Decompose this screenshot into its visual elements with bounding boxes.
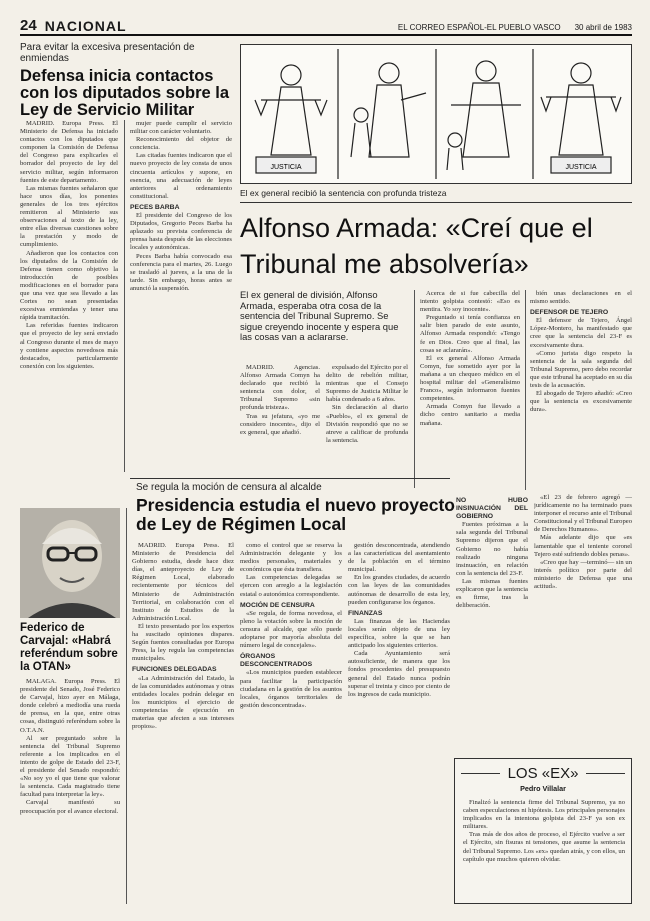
article2-column-4: bién unas declaraciones en el mismo sentido. DEFENSOR DE TEJERO El defensor de Tejero, Ángel López-Montero, ha manifestado que cree que la sentencia del 23-F es excesivamente dura. «Como jurista digo respeto la sentencia de la sala segunda del Tribunal Supremo, pero debo recordar que este tribunal ha aceptado en su día tesis de la acusación. El abogado de Tejero añadió: «Creo que la sentencia es excesivamente dura».: [530, 290, 632, 414]
article3-subhead-4: FINANZAS: [348, 609, 383, 617]
article2-column-3: Acerca de si fue cabecilla del intento golpista contestó: «Eso es mentira. Yo soy inocente». Preguntado si tenía confianza en salir bien parado de este asunto, Alfonso Armada respondió: «Tengo fe en Dios. Creo que al final, las cosas se aclararán». El ex general Alfonso Armada Comyn, fue sometido ayer por la mañana a un chequeo médico en el hospital militar del «Generalísimo Franco», según informaron fuentes competentes. Armada Comyn fue llevado a dicho centro sanitario a media mañana.: [420, 290, 520, 427]
cartoon-sign-1: JUSTICIA: [270, 164, 302, 171]
article2-headline: Alfonso Armada: «Creí que el Tribunal me absolvería»: [240, 213, 593, 279]
portrait-photo: [20, 508, 120, 618]
opinion-column-paragraph: Finalizó la sentencia firme del Tribunal Supremo, ya no caben especulaciones ni hipótesis. Los principales personajes implicados en la intentona golpista del 23-F ya son ex militares.: [463, 799, 625, 831]
article1-headline: Defensa inicia contactos con los diputados sobre la Ley de Servicio Militar: [20, 67, 230, 119]
article2-deck-text: El ex general de división, Alfonso Armada, esperaba otra cosa de la sentencia del Tribunal Supremo. Se sigue creyendo inocente y espera que las cosas van a aclararse.: [240, 290, 399, 343]
article3-kicker: Se regula la moción de censura al alcalde: [136, 482, 322, 493]
sidebar-lede: MALAGA. Europa Press. El presidente del Senado, José Federico de Carvajal, hizo ayer en Málaga, donde celebró a mediodía una rueda de prensa, en la que, entre otras cosas, distinguió referéndum sobre la O.T.A.N.: [20, 678, 120, 734]
article2-lede: MADRID. Agencias. Alfonso Armada Comyn ha declarado que recibió la sentencia con dolor, el Tribunal Supremo «sin profunda tristeza».: [240, 364, 320, 412]
article2-column-2: expulsado del Ejército por el delito de rebelión militar, mientras que el Consejo Supremo de Justicia Militar le había condenado a 6 años. Sin declaración al diario «Pueblo», el ex general de División respondió que no se atreve a calificar de profunda la sentencia.: [326, 364, 408, 444]
issue-date: 30 abril de 1983: [574, 23, 632, 32]
article1-lede: MADRID. Europa Press. El Ministerio de Defensa ha iniciado contactos con los diputados que componen la Comisión de Defensa del Congreso para explicarles el borrador del proyecto de ley del servicio militar, según informaron fuentes de este departamento.: [20, 120, 118, 184]
article3-headline: Presidencia estudia el nuevo proyecto de Ley de Régimen Local: [136, 495, 455, 534]
article1-column-1: MADRID. Europa Press. El Ministerio de Defensa ha iniciado contactos con los diputados que componen la Comisión de Defensa del Congreso para explicarles el borrador del proyecto de ley del servicio militar, según informaron fuentes de este departamento. Las mismas fuentes señalaron que hace unos días, los ponentes generales de los tres ejércitos remitieron al Ministerio sus observaciones al texto de la ley, entre ellas diversas cuestiones sobre la prestación y modo de cumplimiento. Añadieron que los contactos con los diputados de la Comisión de Defensa tienen como objetivo la introducción de posibles modificaciones en el borrador para que una vez que sea llevado a las Cortes no sean presentadas excesivas enmiendas y tener una rápida tramitación. Las referidas fuentes indicaron que el proyecto de ley será enviado al Congreso durante el mes de mayo y contiene aspectos novedosos más destacados, particularmente conexión con los siguientes.: [20, 120, 118, 370]
cartoon-drawing: [241, 45, 631, 183]
newspaper-page: [20, 18, 632, 908]
article1-kicker: Para evitar la excesiva presentación de enmiendas: [20, 42, 195, 64]
article3-subhead-3: ÓRGANOS DESCONCENTRADOS: [240, 653, 313, 669]
cartoon-caption: El ex general recibió la sentencia con profunda tristeza: [240, 188, 447, 198]
opinion-column-text: Finalizó la sentencia firme del Tribunal Supremo, ya no caben especulaciones ni hipótesis. Los principales personajes implicados en la intentona golpista del 23-F ya son ex militares. Tras más de dos años de proceso, el Ejército vuelve a ser el Ejército, sin fisuras ni tensiones, que asume la sentencia del Tribunal Supremo. Los «ex» quedan atrás, y con ellos, un capítulo que muchos quieren olvidar.: [463, 799, 625, 863]
article3-subhead-5: NO HUBO INSINUACIÓN DEL GOBIERNO: [456, 497, 528, 521]
article3-lede: MADRID. Europa Press. El Ministerio de Presidencia del Gobierno estudia, desde hace diez días, el anteproyecto de Ley de Régimen Local, elaborado recientemente por técnicos del Ministerio de Administración Territorial, en colaboración con el Instituto de Estudios de la Administración Local.: [132, 542, 234, 622]
article1-column-2: mujer puede cumplir el servicio militar con carácter voluntario. Reconocimiento del objetor de conciencia. Las citadas fuentes indicaron que el nuevo proyecto de ley consta de unos cincuenta artículos y supone, en esencia, una adecuación de leyes anteriores al ordenamiento constitucional. PECES BARBA El presidente del Congreso de los Diputados, Gregorio Peces Barba ha aplazado su prevista conferencia de prensa hasta después de las elecciones locales y autonómicas. Peces Barba había convocado esa conferencia para el martes, 26. Luego se trasladó al jueves, a la una de la tarde. Sin embargo, horas antes se anunció la suspensión.: [130, 120, 232, 292]
newspaper-name: EL CORREO ESPAÑOL-EL PUEBLO VASCO: [397, 23, 561, 32]
masthead: [20, 18, 632, 36]
article2-column-1: MADRID. Agencias. Alfonso Armada Comyn ha declarado que recibió la sentencia con dolor, el Tribunal Supremo «sin profunda tristeza». Tras su jefatura, «yo me considero inocente», dijo el ex general, que añadió.: [240, 364, 320, 436]
article-servicio-militar: [20, 42, 232, 119]
sidebar-column: MALAGA. Europa Press. El presidente del Senado, José Federico de Carvajal, hizo ayer en Málaga, donde celebró a mediodía una rueda de prensa, en la que, entre otras cosas, distinguió referéndum sobre la O.T.A.N. Al ser preguntado sobre la sentencia del Tribunal Supremo referente a los implicados en el intento de golpe de Estado del 23-F, el presidente del Senado respondió: «No soy yo el que tiene que valorar la sentencia. Cada magistrado tiene facultad para interpretar la ley». Carvajal manifestó su preocupación por el avance electoral.: [20, 678, 120, 815]
cartoon-sign-2: JUSTICIA: [565, 164, 597, 171]
article3-column-4: NO HUBO INSINUACIÓN DEL GOBIERNO Fuentes próximas a la sala segunda del Tribunal Supremo dijeron que el Gobierno no había realizado ninguna insinuación, en relación con la sentencia del 23-F. Las mismas fuentes explicaron que la sentencia es firme, tras la deliberación.: [456, 497, 528, 610]
article3-column-2: como el control que se reserva la Administración delegante y los medios personales, materiales y económicos que ésta transfiera. Las competencias delegadas se ejercen con arreglo a la legislación estatal o autonómica correspondiente. MOCIÓN DE CENSURA «Se regula, de forma novedosa, el pleno la votación sobre la moción de censura al alcalde, que sólo puede adoptarse por mayoría absoluta del número legal de concejales». ÓRGANOS DESCONCENTRADOS «Los municipios pueden establecer para facilitar la participación ciudadana en la gestión de los asuntos locales, órganos territoriales de gestión desconcentrada».: [240, 542, 342, 709]
page-number: 24: [20, 17, 37, 34]
article3-column-1: MADRID. Europa Press. El Ministerio de Presidencia del Gobierno estudia, desde hace diez días, el anteproyecto de Ley de Régimen Local, elaborado recientemente por técnicos del Ministerio de Administración Territorial, en colaboración con el Instituto de Estudios de la Administración Local. El texto presentado por los expertos ha suscitado opiniones dispares. Según fuentes consultadas por Europa Press, la ley regula las competencias municipales. FUNCIONES DELEGADAS «La Administración del Estado, la de las comunidades autónomas y otras entidades locales podrán delegar en los municipios el ejercicio de competencias de ejecución en materias que afecten a sus intereses propios».: [132, 542, 234, 731]
article3-column-3: gestión desconcentrada, atendiendo a las características del asentamiento de la población en el término municipal. En los grandes ciudades, de acuerdo con las leyes de las comunidades autónomas de desarrollo de esta ley, pueden configurarse los órganos. FINANZAS Las finanzas de las Haciendas locales serán objeto de una ley específica, sobre la que se han anticipado los siguientes criterios. Cada Ayuntamiento será autosuficiente, de manera que los fondos procedentes del presupuesto general del Estado nunca podrán superar el treinta y cinco por ciento de los ingresos de cada municipio.: [348, 542, 450, 698]
opinion-column-author: Pedro Villalar: [520, 784, 566, 793]
opinion-column-title: LOS «EX»: [507, 765, 579, 782]
article3-subhead-2: MOCIÓN DE CENSURA: [240, 601, 315, 609]
portrait-drawing: [20, 508, 120, 618]
sidebar-headline: Federico de Carvajal: «Habrá referéndum sobre la OTAN»: [20, 622, 118, 673]
section-title: NACIONAL: [44, 18, 127, 34]
article3-subhead-1: FUNCIONES DELEGADAS: [132, 666, 217, 674]
article2-subhead: DEFENSOR DE TEJERO: [530, 309, 609, 317]
article2-deck: [240, 290, 408, 360]
article1-subhead: PECES BARBA: [130, 203, 180, 211]
editorial-cartoon: [240, 44, 632, 184]
opinion-column-box: [454, 758, 632, 904]
article3-column-5: «El 23 de febrero agregó —jurídicamente no ha terminado pues interponer el recurso ante el Tribunal Constitucional y el Tribunal Europeo de Derechos Humanos». Más adelante dijo que «es lamentable que el teniente coronel Tejero esté sufriendo dobles penas». «Creo que hay —terminó— sin un interés político por parte del ministerio de Defensa que una actitud».: [534, 494, 632, 591]
